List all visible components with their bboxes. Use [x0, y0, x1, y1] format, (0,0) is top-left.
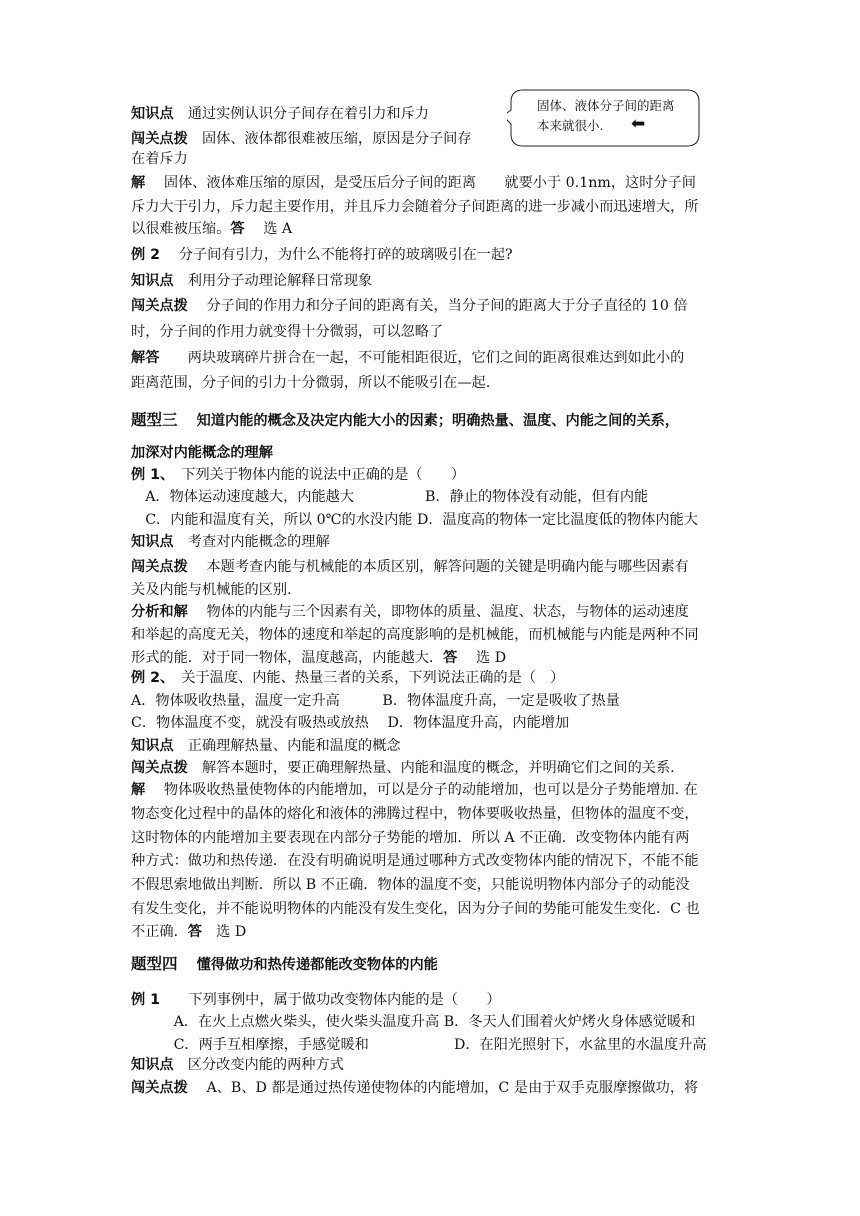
- text-line: [131, 271, 372, 291]
- section-heading: [131, 410, 679, 431]
- option-line: C．内能和温度有关，所以 0℃的水没内能 D．温度高的物体一定比温度低的物体内能大: [131, 512, 698, 528]
- text-line: [131, 736, 401, 756]
- section-description: 懂得做功和热传递都能改变物体的内能: [177, 957, 438, 973]
- text-line: [131, 713, 569, 733]
- text-line: [131, 828, 689, 848]
- line-text: 关及内能与机械能的区别.: [131, 582, 292, 598]
- line-text: 在着斥力: [131, 151, 188, 167]
- keyword: 例 2、: [131, 670, 168, 686]
- text-line: [131, 851, 699, 871]
- line-text: 物体的内能与三个因素有关，即物体的质量、温度、状态，与物体的运动速度: [187, 604, 689, 620]
- option-line: A．物体运动速度越大，内能越大 B．静止的物体没有动能，但有内能: [131, 489, 649, 505]
- line-text: 下列事例中，属于做功改变物体内能的是（ ）: [160, 992, 501, 1008]
- keyword: 知识点: [131, 106, 174, 122]
- answer-text: 选 D: [201, 924, 247, 940]
- text-line: [131, 625, 699, 645]
- keyword: 解答: [131, 350, 160, 366]
- text-line: [131, 173, 696, 193]
- text-line: [131, 443, 273, 463]
- text-line: [131, 1078, 698, 1098]
- keyword: 知识点: [131, 1057, 174, 1073]
- answer-text: 选 D: [457, 650, 507, 666]
- line-text: 关于温度、内能、热量三者的关系，下列说法正确的是（ ）: [167, 670, 565, 686]
- text-line: [131, 580, 292, 600]
- text-line: [131, 296, 688, 316]
- section-title: 题型三: [131, 411, 178, 429]
- keyword: 例 2: [131, 247, 160, 263]
- keyword: 知识点: [131, 273, 174, 289]
- callout-text-line-1: 固体、液体分子间的距离: [537, 98, 675, 113]
- line-text: 正确理解热量、内能和温度的概念: [173, 738, 401, 754]
- option-line: C．物体温度不变，就没有吸热或放热 D．物体温度升高，内能增加: [131, 715, 570, 731]
- line-text: 解答本题时，要正确理解热量、内能和温度的概念，并明确它们之间的关系.: [187, 760, 675, 776]
- keyword: 闯关点拨: [131, 559, 188, 575]
- line-text: 区分改变内能的两种方式: [173, 1057, 344, 1073]
- text-line: [131, 990, 501, 1010]
- line-text: 不假思索地做出判断．所以 B 不正确．物体的温度不变，只能说明物体内部分子的动能没: [131, 877, 690, 893]
- line-text: 下列关于物体内能的说法中正确的是（ ）: [167, 467, 466, 483]
- line-text: 分子间有引力，为什么不能将打碎的玻璃吸引在一起?: [160, 247, 513, 263]
- line-text: 斥力大于引力，斥力起主要作用，并且斥力会随着分子间距离的进一步减小而迅速增大，所: [131, 199, 699, 215]
- text-line: [131, 510, 698, 530]
- line-text: 利用分子动理论解释日常现象: [173, 273, 373, 289]
- keyword: 分析和解: [131, 604, 188, 620]
- text-line: [131, 197, 699, 217]
- text-line: [131, 129, 472, 149]
- line-text: 固体、液体都很难被压缩，原因是分子间存: [187, 131, 472, 147]
- line-text: 通过实例认识分子间存在着引力和斥力: [173, 106, 429, 122]
- text-line: [131, 602, 689, 622]
- line-text: A、B、D 都是通过热传递使物体的内能增加，C 是由于双手克服摩擦做功，将: [187, 1080, 699, 1096]
- keyword: 例 1、: [131, 467, 168, 483]
- text-line: [131, 668, 564, 688]
- text-line: [131, 348, 684, 368]
- text-line: [131, 245, 513, 265]
- left-arrow-icon: ⬅: [631, 114, 646, 134]
- text-line: [131, 875, 690, 895]
- text-line: [131, 219, 292, 239]
- text-line: [131, 758, 675, 778]
- answer-label: 答: [187, 924, 202, 940]
- line-text: 分子间的作用力和分子间的距离有关，当分子间的距离大于分子直径的 10 倍: [187, 298, 688, 314]
- line-text: 本题考查内能与机械能的本质区别，解答问题的关键是明确内能与哪些因素有: [187, 559, 689, 575]
- line-text: 考查对内能概念的理解: [173, 534, 330, 550]
- option-line: A．在火上点燃火柴头，使火柴头温度升高 B．冬天人们围着火炉烤火身体感觉暖和: [131, 1014, 696, 1030]
- text-line: [131, 899, 700, 919]
- option-line: A．物体吸收热量，温度一定升高 B．物体温度升高，一定是吸收了热量: [131, 693, 620, 709]
- answer-text: 选 A: [244, 221, 293, 237]
- text-line: [131, 804, 699, 824]
- line-text: 时，分子间的作用力就变得十分微弱，可以忽略了: [131, 324, 444, 340]
- callout-text-line-2: 本来就很小.: [537, 118, 604, 133]
- line-text: 以很难被压缩。: [131, 221, 231, 237]
- text-line: [131, 1012, 695, 1032]
- line-text: 固体、液体难压缩的原因，是受压后分子间的距离 就要小于 0.1nm，这时分子间: [145, 175, 696, 191]
- keyword: 闯关点拨: [131, 131, 188, 147]
- text-line: [131, 557, 689, 577]
- text-line: [131, 532, 330, 552]
- text-line: [131, 1055, 344, 1075]
- line-text: 和举起的高度无关，物体的速度和举起的高度影响的是机械能，而机械能与内能是两种不同: [131, 627, 699, 643]
- keyword: 闯关点拨: [131, 298, 188, 314]
- line-text: 物态变化过程中的晶体的熔化和液体的沸腾过程中，物体要吸收热量，但物体的温度不变，: [131, 806, 699, 822]
- section-description: 知道内能的概念及决定内能大小的因素；明确热量、温度、内能之间的关系，: [177, 413, 680, 429]
- line-text: 两块玻璃碎片拼合在一起，不可能相距很近，它们之间的距离很难达到如此小的: [159, 350, 685, 366]
- answer-label: 答: [443, 650, 458, 666]
- line-text: 有发生变化，并不能说明物体的内能没有发生变化，因为分子间的势能可能发生变化．C 也: [131, 901, 700, 917]
- keyword: 知识点: [131, 534, 174, 550]
- text-line: [131, 322, 443, 342]
- line-text: 种方式：做功和热传递．在没有明确说明是通过哪种方式改变物体内能的情况下，不能不能: [131, 853, 699, 869]
- text-line: [131, 780, 698, 800]
- keyword: 解: [131, 782, 146, 798]
- section-title: 题型四: [131, 955, 178, 973]
- text-line: [131, 104, 429, 124]
- keyword: 知识点: [131, 738, 174, 754]
- line-text: 物体吸收热量使物体的内能增加，可以是分子的动能增加，也可以是分子势能增加. 在: [145, 782, 698, 798]
- keyword: 例 1: [131, 992, 160, 1008]
- text-line: [131, 1035, 707, 1055]
- option-line: C．两手互相摩擦，手感觉暖和 D．在阳光照射下，水盆里的水温度升高: [131, 1037, 707, 1053]
- line-text: 距离范围，分子间的引力十分微弱，所以不能吸引在—起.: [131, 375, 491, 391]
- section-heading: [131, 954, 438, 975]
- text-line: [131, 465, 465, 485]
- text-line: [131, 149, 188, 169]
- keyword: 闯关点拨: [131, 760, 188, 776]
- keyword: 解: [131, 175, 146, 191]
- callout-bubble: [507, 88, 699, 146]
- answer-label: 答: [230, 221, 245, 237]
- text-line: [131, 648, 506, 668]
- line-text: 这时物体的内能增加主要表现在内部分子势能的增加．所以 A 不正确．改变物体内能有两: [131, 830, 690, 846]
- line-text: 形式的能．对于同一物体，温度越高，内能越大．: [131, 650, 444, 666]
- text-line: [131, 922, 246, 942]
- section-description-cont: 加深对内能概念的理解: [131, 445, 273, 461]
- text-line: [131, 691, 620, 711]
- keyword: 闯关点拨: [131, 1080, 188, 1096]
- text-line: [131, 487, 648, 507]
- line-text: 不正确．: [131, 924, 188, 940]
- text-line: [131, 373, 490, 393]
